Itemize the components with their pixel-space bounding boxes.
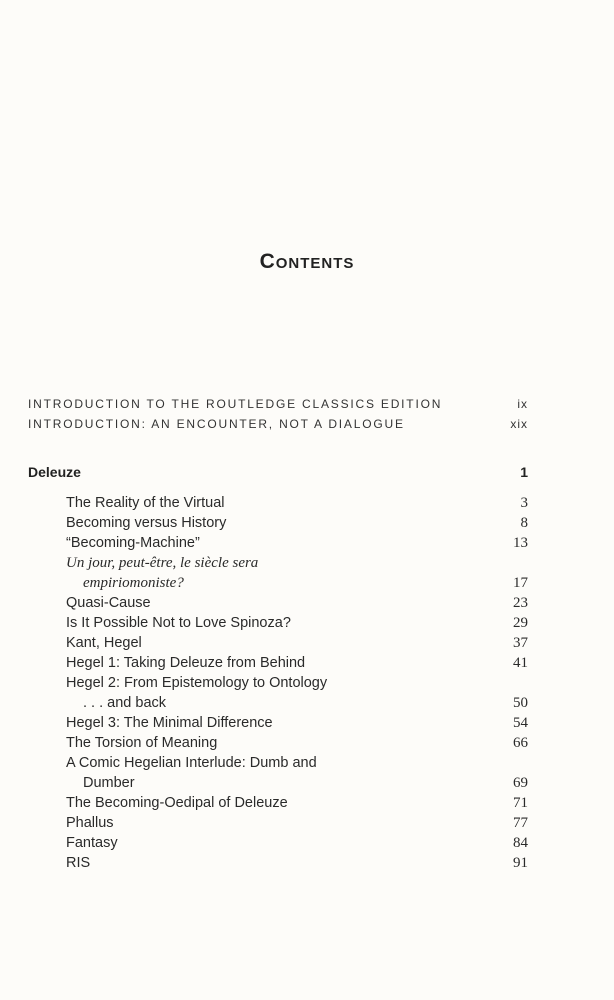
toc-entry <box>66 713 528 733</box>
toc-entry-page: 91 <box>513 855 528 871</box>
toc-section-heading <box>28 464 528 480</box>
toc-entry-list <box>66 493 528 873</box>
toc-entry-page: xix <box>510 417 528 431</box>
toc-entry-title <box>66 793 288 813</box>
toc-entry-title-line: A Comic Hegelian Interlude: Dumb and <box>66 755 317 771</box>
toc-entry-page: 23 <box>513 595 528 611</box>
toc-entry-title-line: The Becoming-Oedipal of Deleuze <box>66 795 288 811</box>
toc-entry <box>66 633 528 653</box>
toc-entry-title-line: Quasi-Cause <box>66 595 151 611</box>
toc-entry <box>66 793 528 813</box>
toc-entry-page: 37 <box>513 635 528 651</box>
toc-entry-title-continuation: empiriomoniste? <box>83 575 184 591</box>
toc-entry <box>66 593 528 613</box>
toc-entry <box>66 653 528 673</box>
toc-entry-page: 13 <box>513 535 528 551</box>
toc-entry-label: INTRODUCTION TO THE ROUTLEDGE CLASSICS EDITION <box>28 397 443 411</box>
toc-entry-label: INTRODUCTION: AN ENCOUNTER, NOT A DIALOGUE <box>28 417 405 431</box>
toc-entry <box>66 553 528 593</box>
toc-entry-page: 66 <box>513 735 528 751</box>
toc-entry-title <box>66 533 200 553</box>
toc-entry-title-line: Is It Possible Not to Love Spinoza? <box>66 615 291 631</box>
toc-entry-page: 77 <box>513 815 528 831</box>
toc-entry <box>66 533 528 553</box>
toc-entry-title-line: Un jour, peut-être, le siècle sera <box>66 555 259 571</box>
toc-entry-page: 29 <box>513 615 528 631</box>
toc-entry <box>66 493 528 513</box>
toc-entry-page: 3 <box>520 495 528 511</box>
toc-entry-title <box>66 673 327 713</box>
toc-entry-title-line: The Torsion of Meaning <box>66 735 218 751</box>
toc-entry <box>66 513 528 533</box>
toc-entry-title-line: Fantasy <box>66 835 118 851</box>
toc-entry-title <box>66 513 226 533</box>
toc-entry-title <box>66 553 258 593</box>
toc-entry-title-line: Hegel 3: The Minimal Difference <box>66 715 273 731</box>
toc-entry <box>66 613 528 633</box>
toc-entry-page: 50 <box>513 695 528 711</box>
toc-entry-title-line: Kant, Hegel <box>66 635 142 651</box>
toc-entry-title <box>66 833 118 853</box>
toc-entry-title-line: Becoming versus History <box>66 515 227 531</box>
section-page: 1 <box>520 464 528 480</box>
toc-entry-page: ix <box>517 397 528 411</box>
toc-entry <box>66 853 528 873</box>
toc-entry-title <box>66 633 142 653</box>
toc-entry-title-continuation: Dumber <box>83 775 135 791</box>
toc-entry-page: 71 <box>513 795 528 811</box>
toc-entry-title-line: The Reality of the Virtual <box>66 495 225 511</box>
toc-entry-title <box>66 593 151 613</box>
toc-entry-page: 8 <box>520 515 528 531</box>
toc-entry-title-line: RIS <box>66 855 91 871</box>
toc-entry-page: 17 <box>513 575 528 591</box>
toc-entry-page: 84 <box>513 835 528 851</box>
toc-entry-title-line: “Becoming-Machine” <box>66 535 200 551</box>
toc-front-matter-row <box>28 417 528 431</box>
toc-entry-title <box>66 753 317 793</box>
toc-entry-title <box>66 813 114 833</box>
toc-entry-title <box>66 613 291 633</box>
toc-entry-title <box>66 733 217 753</box>
toc-entry-title <box>66 713 273 733</box>
toc-entry <box>66 733 528 753</box>
toc-entry-page: 41 <box>513 655 528 671</box>
toc-entry-title-line: Phallus <box>66 815 114 831</box>
toc-entry-title-line: Hegel 1: Taking Deleuze from Behind <box>66 655 306 671</box>
toc-entry-title-line: Hegel 2: From Epistemology to Ontology <box>66 675 328 691</box>
toc-entry <box>66 753 528 793</box>
toc-entry-page: 54 <box>513 715 528 731</box>
toc-entry <box>66 833 528 853</box>
toc-entry-title <box>66 653 305 673</box>
toc-entry-page: 69 <box>513 775 528 791</box>
toc-entry-title <box>66 493 225 513</box>
section-label: Deleuze <box>28 464 81 480</box>
toc-front-matter-row <box>28 397 528 411</box>
toc-entry <box>66 813 528 833</box>
toc-entry-title <box>66 853 90 873</box>
toc-entry-title-continuation: . . . and back <box>83 695 167 711</box>
toc-entry <box>66 673 528 713</box>
page-title: Contents <box>259 250 355 273</box>
